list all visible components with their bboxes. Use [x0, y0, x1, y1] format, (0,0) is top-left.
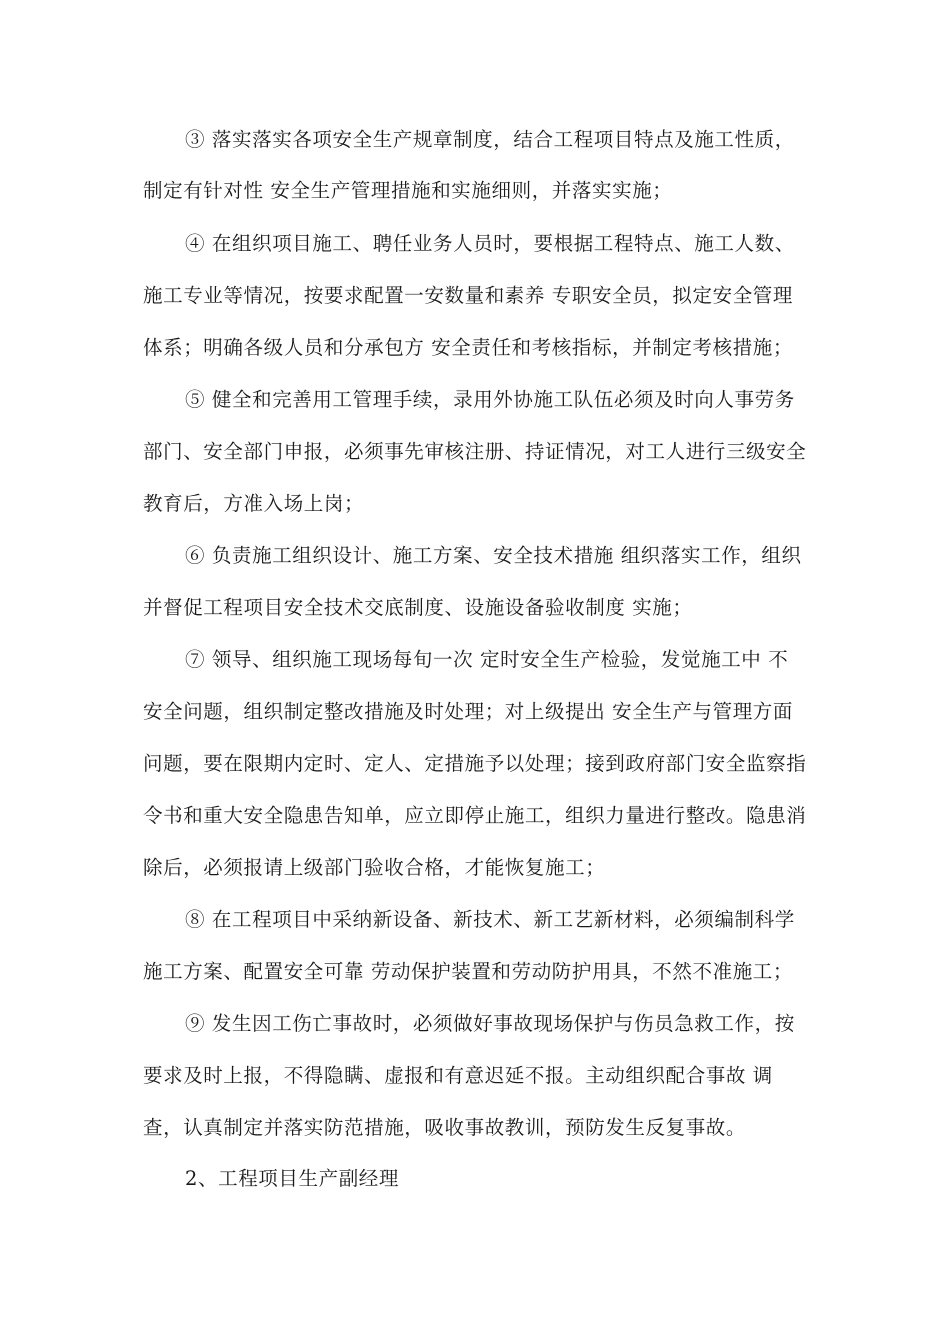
text-line: 问题，要在限期内定时、定人、定措施予以处理；接到政府部门安全监察指: [143, 752, 807, 775]
section-heading: 2、工程项目生产副经理: [185, 1167, 400, 1190]
text-line: ⑤ 健全和完善用工管理手续，录用外协施工队伍必须及时向人事劳务: [185, 388, 795, 411]
text-line: 体系；明确各级人员和分承包方 安全责任和考核指标，并制定考核措施；: [143, 336, 793, 359]
text-line: 并督促工程项目安全技术交底制度、设施设备验收制度 实施；: [143, 596, 693, 619]
text-line: ④ 在组织项目施工、聘任业务人员时，要根据工程特点、施工人数、: [185, 232, 795, 255]
text-line: ⑧ 在工程项目中采纳新设备、新技术、新工艺新材料，必须编制科学: [185, 908, 795, 931]
text-line: 除后，必须报请上级部门验收合格，才能恢复施工；: [143, 856, 606, 879]
text-line: 制定有针对性 安全生产管理措施和实施细则，并落实实施；: [143, 179, 673, 202]
text-line: 教育后，方准入场上岗；: [143, 492, 365, 515]
text-line: 施工方案、配置安全可靠 劳动保护装置和劳动防护用具，不然不准施工；: [143, 960, 793, 983]
text-line: ⑨ 发生因工伤亡事故时，必须做好事故现场保护与伤员急救工作，按: [185, 1012, 795, 1035]
text-line: 查，认真制定并落实防范措施，吸收事故教训，预防发生反复事故。: [143, 1116, 747, 1139]
text-line: 令书和重大安全隐患告知单，应立即停止施工，组织力量进行整改。隐患消: [143, 804, 807, 827]
text-line: 安全问题，组织制定整改措施及时处理；对上级提出 安全生产与管理方面: [143, 700, 793, 723]
text-line: 部门、安全部门申报，必须事先审核注册、持证情况，对工人进行三级安全: [143, 440, 807, 463]
text-line: ⑥ 负责施工组织设计、施工方案、安全技术措施 组织落实工作，组织: [185, 544, 802, 567]
text-line: ⑦ 领导、组织施工现场每旬一次 定时安全生产检验，发觉施工中 不: [185, 648, 789, 671]
text-line: 要求及时上报，不得隐瞒、虚报和有意迟延不报。主动组织配合事故 调: [143, 1064, 773, 1087]
text-line: 施工专业等情况，按要求配置一安数量和素养 专职安全员，拟定安全管理: [143, 284, 793, 307]
text-line: ③ 落实落实各项安全生产规章制度，结合工程项目特点及施工性质，: [185, 128, 795, 151]
